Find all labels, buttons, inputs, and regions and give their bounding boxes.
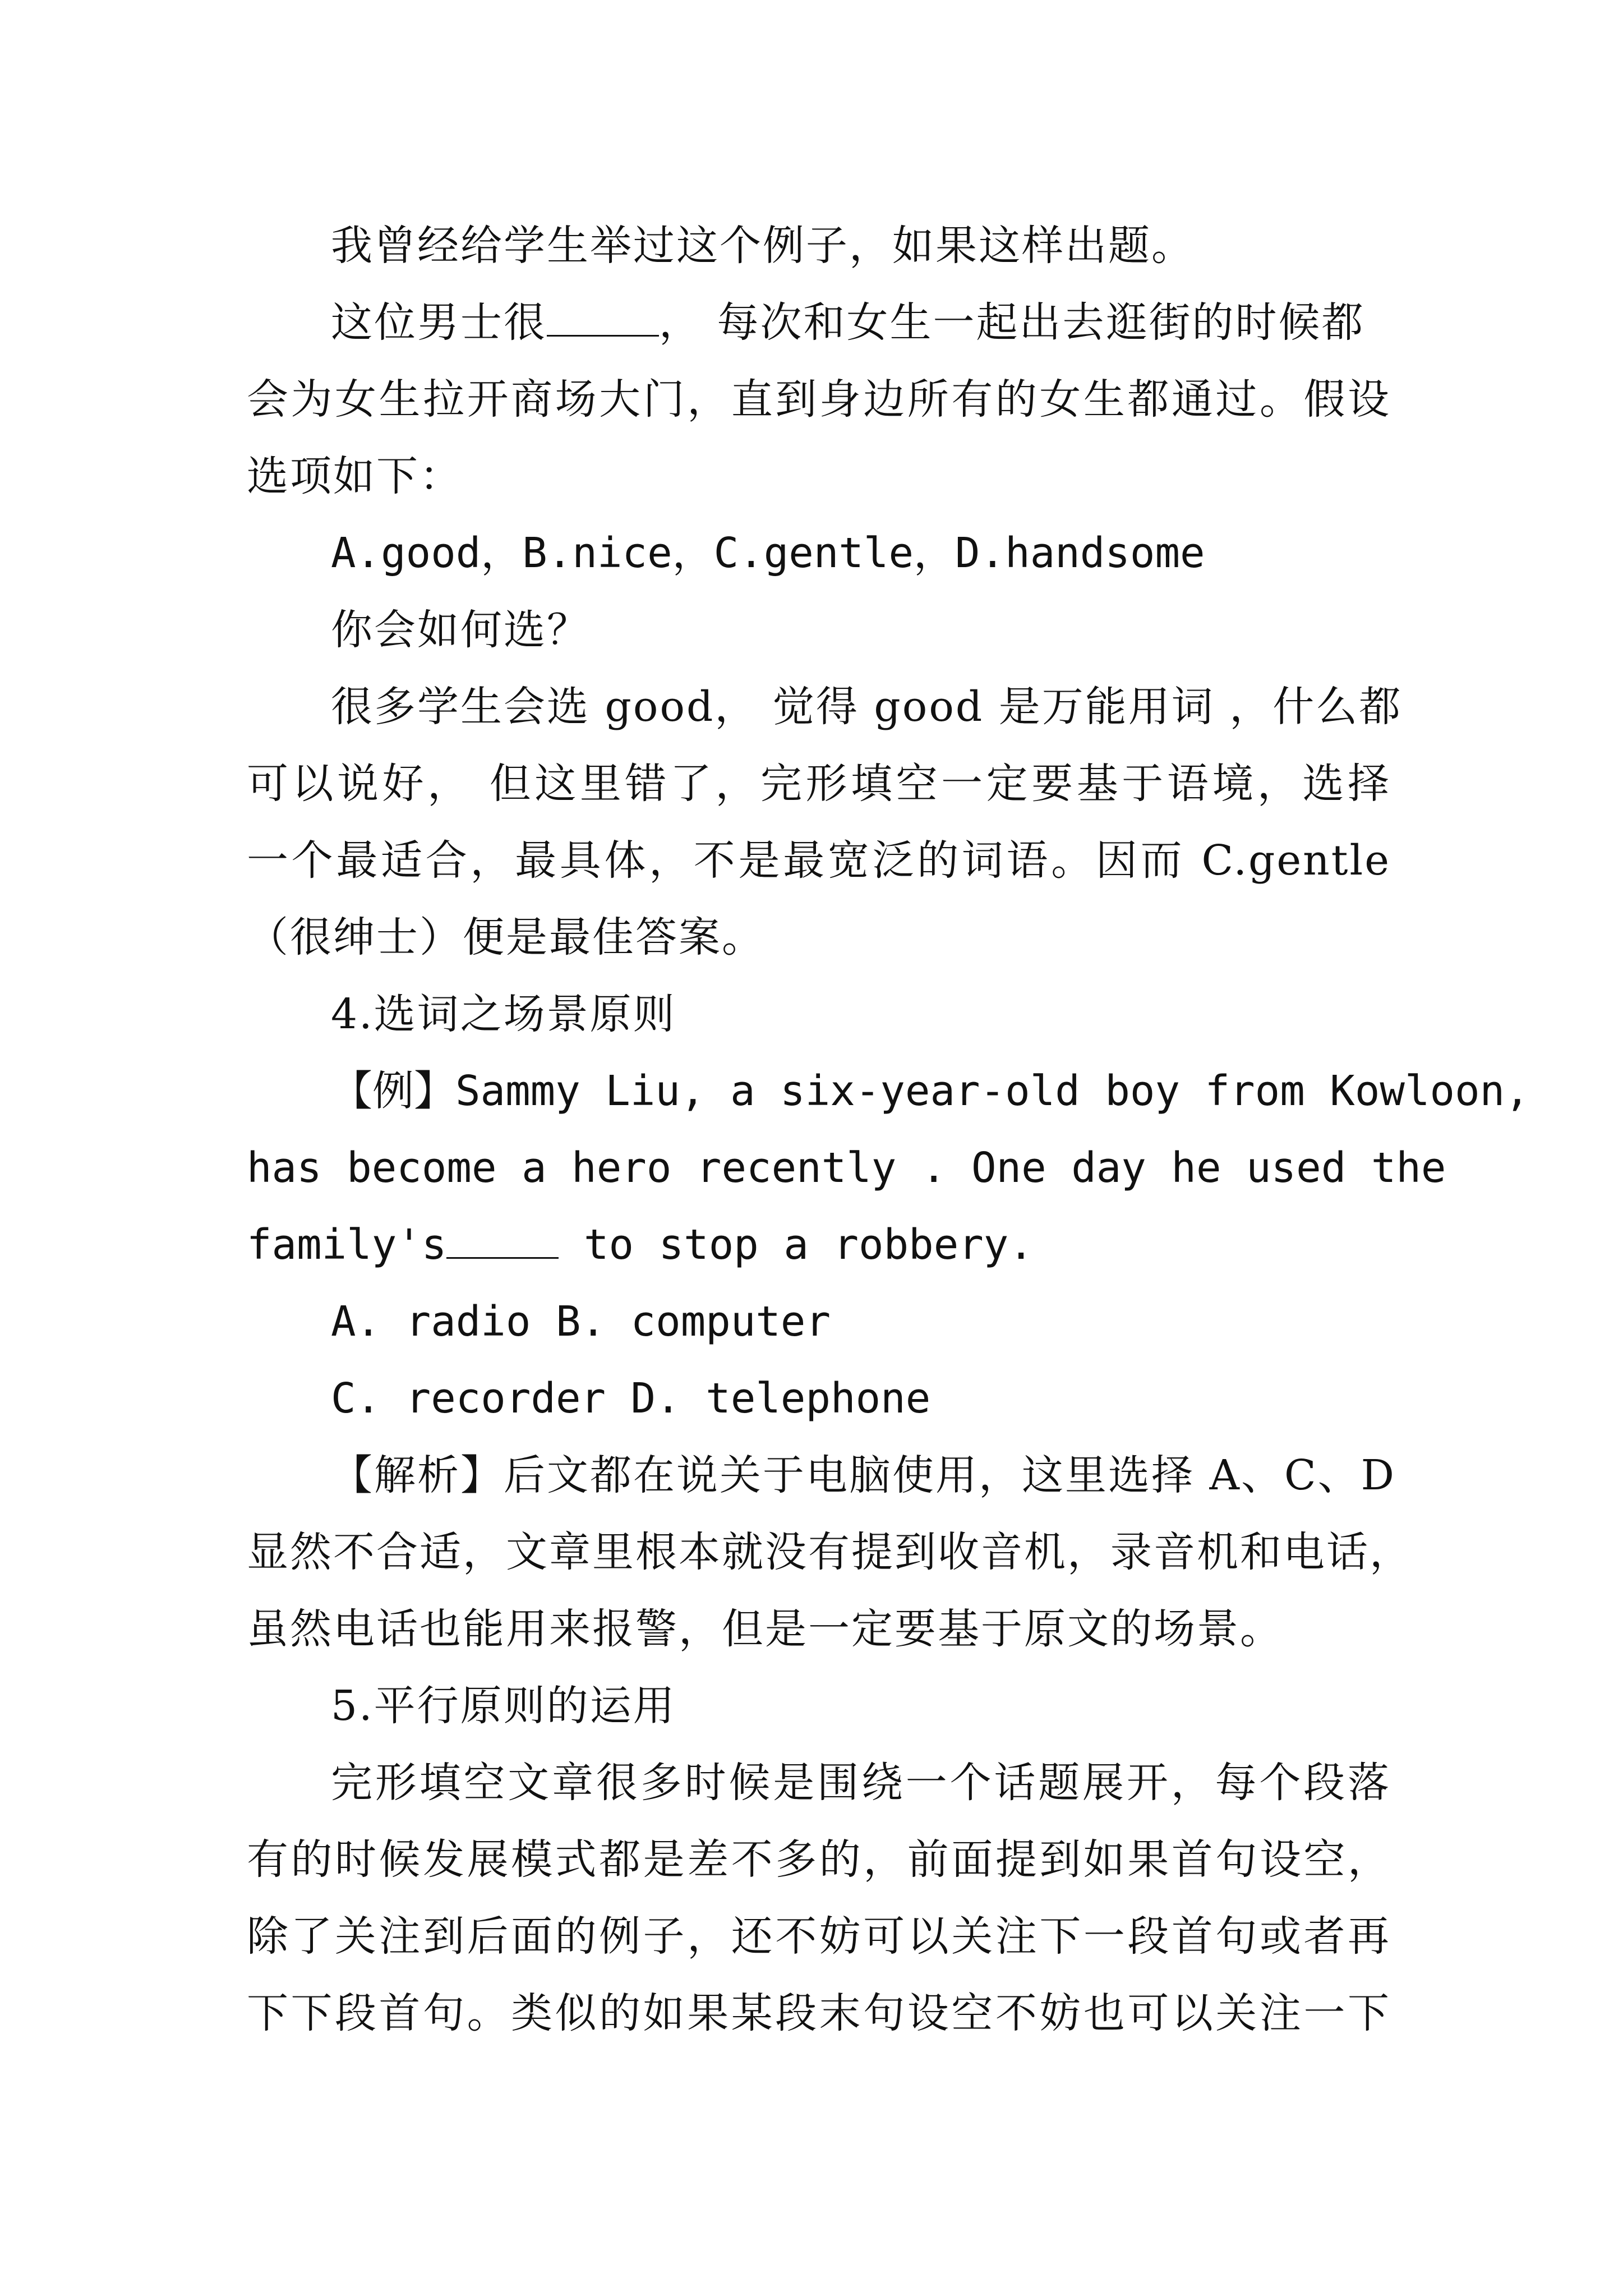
fill-blank [446, 1220, 559, 1259]
paragraph-line: 一个最适合，最具体，不是最宽泛的词语。因而 C.gentle [247, 836, 1391, 885]
example-line: has become a hero recently . One day he used the [247, 1144, 1446, 1192]
paragraph-line: 可以说好， 但这里错了，完形填空一定要基于语境，选择 [247, 760, 1391, 808]
paragraph-line: 下下段首句。类似的如果某段末句设空不妨也可以关注一下 [247, 1989, 1391, 2037]
paragraph-line: 会为女生拉开商场大门，直到身边所有的女生都通过。假设 [247, 375, 1391, 424]
paragraph-line: 有的时候发展模式都是差不多的，前面提到如果首句设空， [247, 1835, 1391, 1884]
text-span: 我曾经给学生举过这个例子，如果这样出题。 [331, 222, 1195, 270]
analysis-line: 【解析】后文都在说关于电脑使用，这里选择 A、C、D [331, 1451, 1396, 1499]
paragraph-line: 选项如下： [247, 452, 463, 500]
text-span: family's [247, 1221, 447, 1269]
text-span: ， 每次和女生一起出去逛街的时候都 [659, 298, 1365, 347]
section-heading: 5.平行原则的运用 [331, 1682, 676, 1730]
example-line [247, 1207, 1391, 1283]
paragraph-line: 很多学生会选 good， 觉得 good 是万能用词 ，什么都 [331, 683, 1403, 731]
document-page [247, 208, 1530, 2052]
paragraph-line: 显然不合适，文章里根本就没有提到收音机，录音机和电话， [247, 1528, 1413, 1576]
fill-blank [547, 298, 659, 337]
paragraph-line: （很绅士）便是最佳答案。 [247, 913, 765, 961]
paragraph-line: 虽然电话也能用来报警，但是一定要基于原文的场景。 [247, 1605, 1283, 1653]
example-line: 【例】Sammy Liu, a six-year-old boy from Kowloon, [331, 1067, 1530, 1115]
paragraph-line [247, 284, 1391, 361]
paragraph-line: 你会如何选？ [331, 606, 590, 654]
text-span: to stop a robbery. [559, 1221, 1034, 1269]
paragraph-line: 除了关注到后面的例子，还不妨可以关注下一段首句或者再 [247, 1912, 1391, 1961]
text-span: 这位男士很 [331, 298, 547, 347]
options-line: C. recorder D. telephone [331, 1374, 931, 1423]
options-line: A.good，B.nice，C.gentle，D.handsome [331, 529, 1205, 577]
paragraph-line [247, 208, 1391, 284]
options-line: A. radio B. computer [331, 1297, 831, 1346]
section-heading: 4.选词之场景原则 [331, 990, 676, 1038]
paragraph-line: 完形填空文章很多时候是围绕一个话题展开，每个段落 [331, 1759, 1391, 1807]
